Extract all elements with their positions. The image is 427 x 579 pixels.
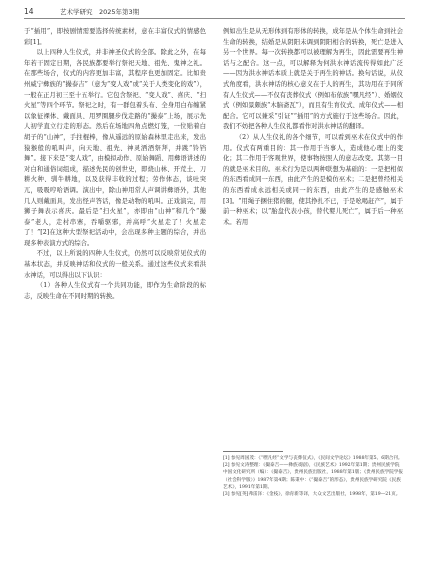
paragraph: 于“插用”，即按剧情需要选择传统素材，意在丰富仪式的情感色彩[1]。 — [24, 28, 206, 46]
paragraph: （2）从人生仪礼的各个细节，可以看到巫术在仪式中的作用。仪式有两重目的：其一作用于当事人，造成他心理上的变化；其二作用于客观世界，使事物按照人的意志改变。其第一目的就是巫术目的。巫术行为是以两种联想为基础的：一是把相似的东西看成同一东西，由此产生的是模仿巫术；二是把曾经相关的东西看成永远相关或同一的东西，由此产生的是感触巫术[3]。“用绳子捆住猪的腿，使其挣扎不已，于是吆喝赶产”，属于前一种巫术；以“胎盘代表小孩，替代婴儿死亡”，属于后一种巫术。若用 — [223, 133, 403, 226]
paragraph: 例如出生是从无形体到有形体的转换，成年是从个体生命到社会生命的转换，结婚是从阴阳未调到阴阳相合的转换，死亡是进入另一个世界。每一次转换都可以被理解为再生，因此需要再生神话与之配合。这一点，可以解释为何洪水神话流传得如此广泛——因为洪水神话本质上就是关于再生的神话。换句话说，从仪式角度看，洪水神话的核心意义在于人的再生，其功用在于同所有人生仪式——不仅有丧葬仪式（例如布依族“嘿凡经”）、婚姻仪式（例如景颇族“木脑斋瓦”），而且有生育仪式、成年仪式——相配合。它可以兼采“引证”“插用”的方式施行于这些场合。因此，我们不妨把各种人生仪礼都看作对洪水神话的翻译。 — [223, 28, 403, 131]
paragraph: 以上四种人生仪式，并非神圣仪式的全部。除此之外，在每年若干固定日期，各民族都要举行祭祀天地、祖先、鬼神之礼。在那些场合，仪式的内容更加丰富，其程序也更加固定。比如贵州威宁彝族的“撮泰吉”（意为“变人戏”或“关于人类变化的戏”），一般在正月初三至十五举行。它包含祭祀、“变人戏”、喜庆、“扫火星”等四个环节。祭祀之时，有一群包着头布、全身用白布缠紧以象征裸体、戴面具、用罗圈腿步伐走路的“撮泰”上场，展示先人初学直立行走的形态。然后在场地四角点燃灯笼，一位贴着白胡子的“山神”，手拄棍棒，像从遥远的原始森林里走出来，发出猿猴般的吼叫声，向天地、祖先、神灵洒酒祭拜，并跳“铃铛舞”。接下来是“变人戏”，由模拟动作、原始舞蹈、用彝语讲述的对白和通俗词组成，描述先民的创世史，即烧山林、开荒土、刀耕火种、驯牛耕地，以及获得丰收的过程；劳作体态，谈吐突兀，吸吸哼哈语调。演出中，除山神用常人声调讲彝语外，其他几人则戴面具，发出怪声答话，像是动物的吼叫。正戏演完，用狮子舞表示喜庆。最后是“扫火星”，亦即由“山神”和几个“撮泰”老人，走村串寨，吞嚼驱邪，并高呼“火星走了！火星走了！”[2]在这种大型祭祀活动中，会出现多种主题的综合，并出现多种表演方式的综合。 — [24, 49, 206, 247]
paragraph: （1）各种人生仪式有一个共同功能，即作为生命阶段的标志，反映生命在不同时期的转换。 — [24, 282, 206, 300]
footnote: [2] 参见文涛整理：《撮泰吉——彝族戏剧》，《民族艺术》1992年第1期；贵州民族学院中国文化研究所（编）：《撮泰吉》，贵州民族出版社，1988年第1版；《贵州民族学院学报（社会科学版）》1987年第4期；陈秉中：《“撮泰吉”的形态》，贵州民族学研究院《民族艺术》，1991年第1期。 — [223, 463, 403, 490]
paragraph: 不过，以上所说的四种人生仪式，仍然可以反映常见仪式的基本状态，并反映神话和仪式的一般关系。通过这些仪式来看洪水神话，可以得出以下认识： — [24, 250, 206, 279]
footnote: [1] 参见周国茂：《“嘿凡经”文学与丧葬仪式》，《民间文学论坛》1988年第5、6期合刊。 — [223, 456, 403, 461]
footnotes — [223, 455, 403, 498]
journal-title: 艺术学研究 2025年第3期 — [60, 8, 140, 16]
left-column — [24, 27, 206, 302]
footnote: [3] 参见[英]弗雷泽：《金枝》，徐育新等译，大众文艺出版社，1998年，第19—21页。 — [223, 492, 401, 498]
right-column — [223, 27, 403, 228]
header-rule — [24, 18, 405, 19]
page-number: 14 — [24, 7, 34, 16]
footnote-rule — [223, 451, 283, 452]
page-header — [0, 0, 427, 20]
